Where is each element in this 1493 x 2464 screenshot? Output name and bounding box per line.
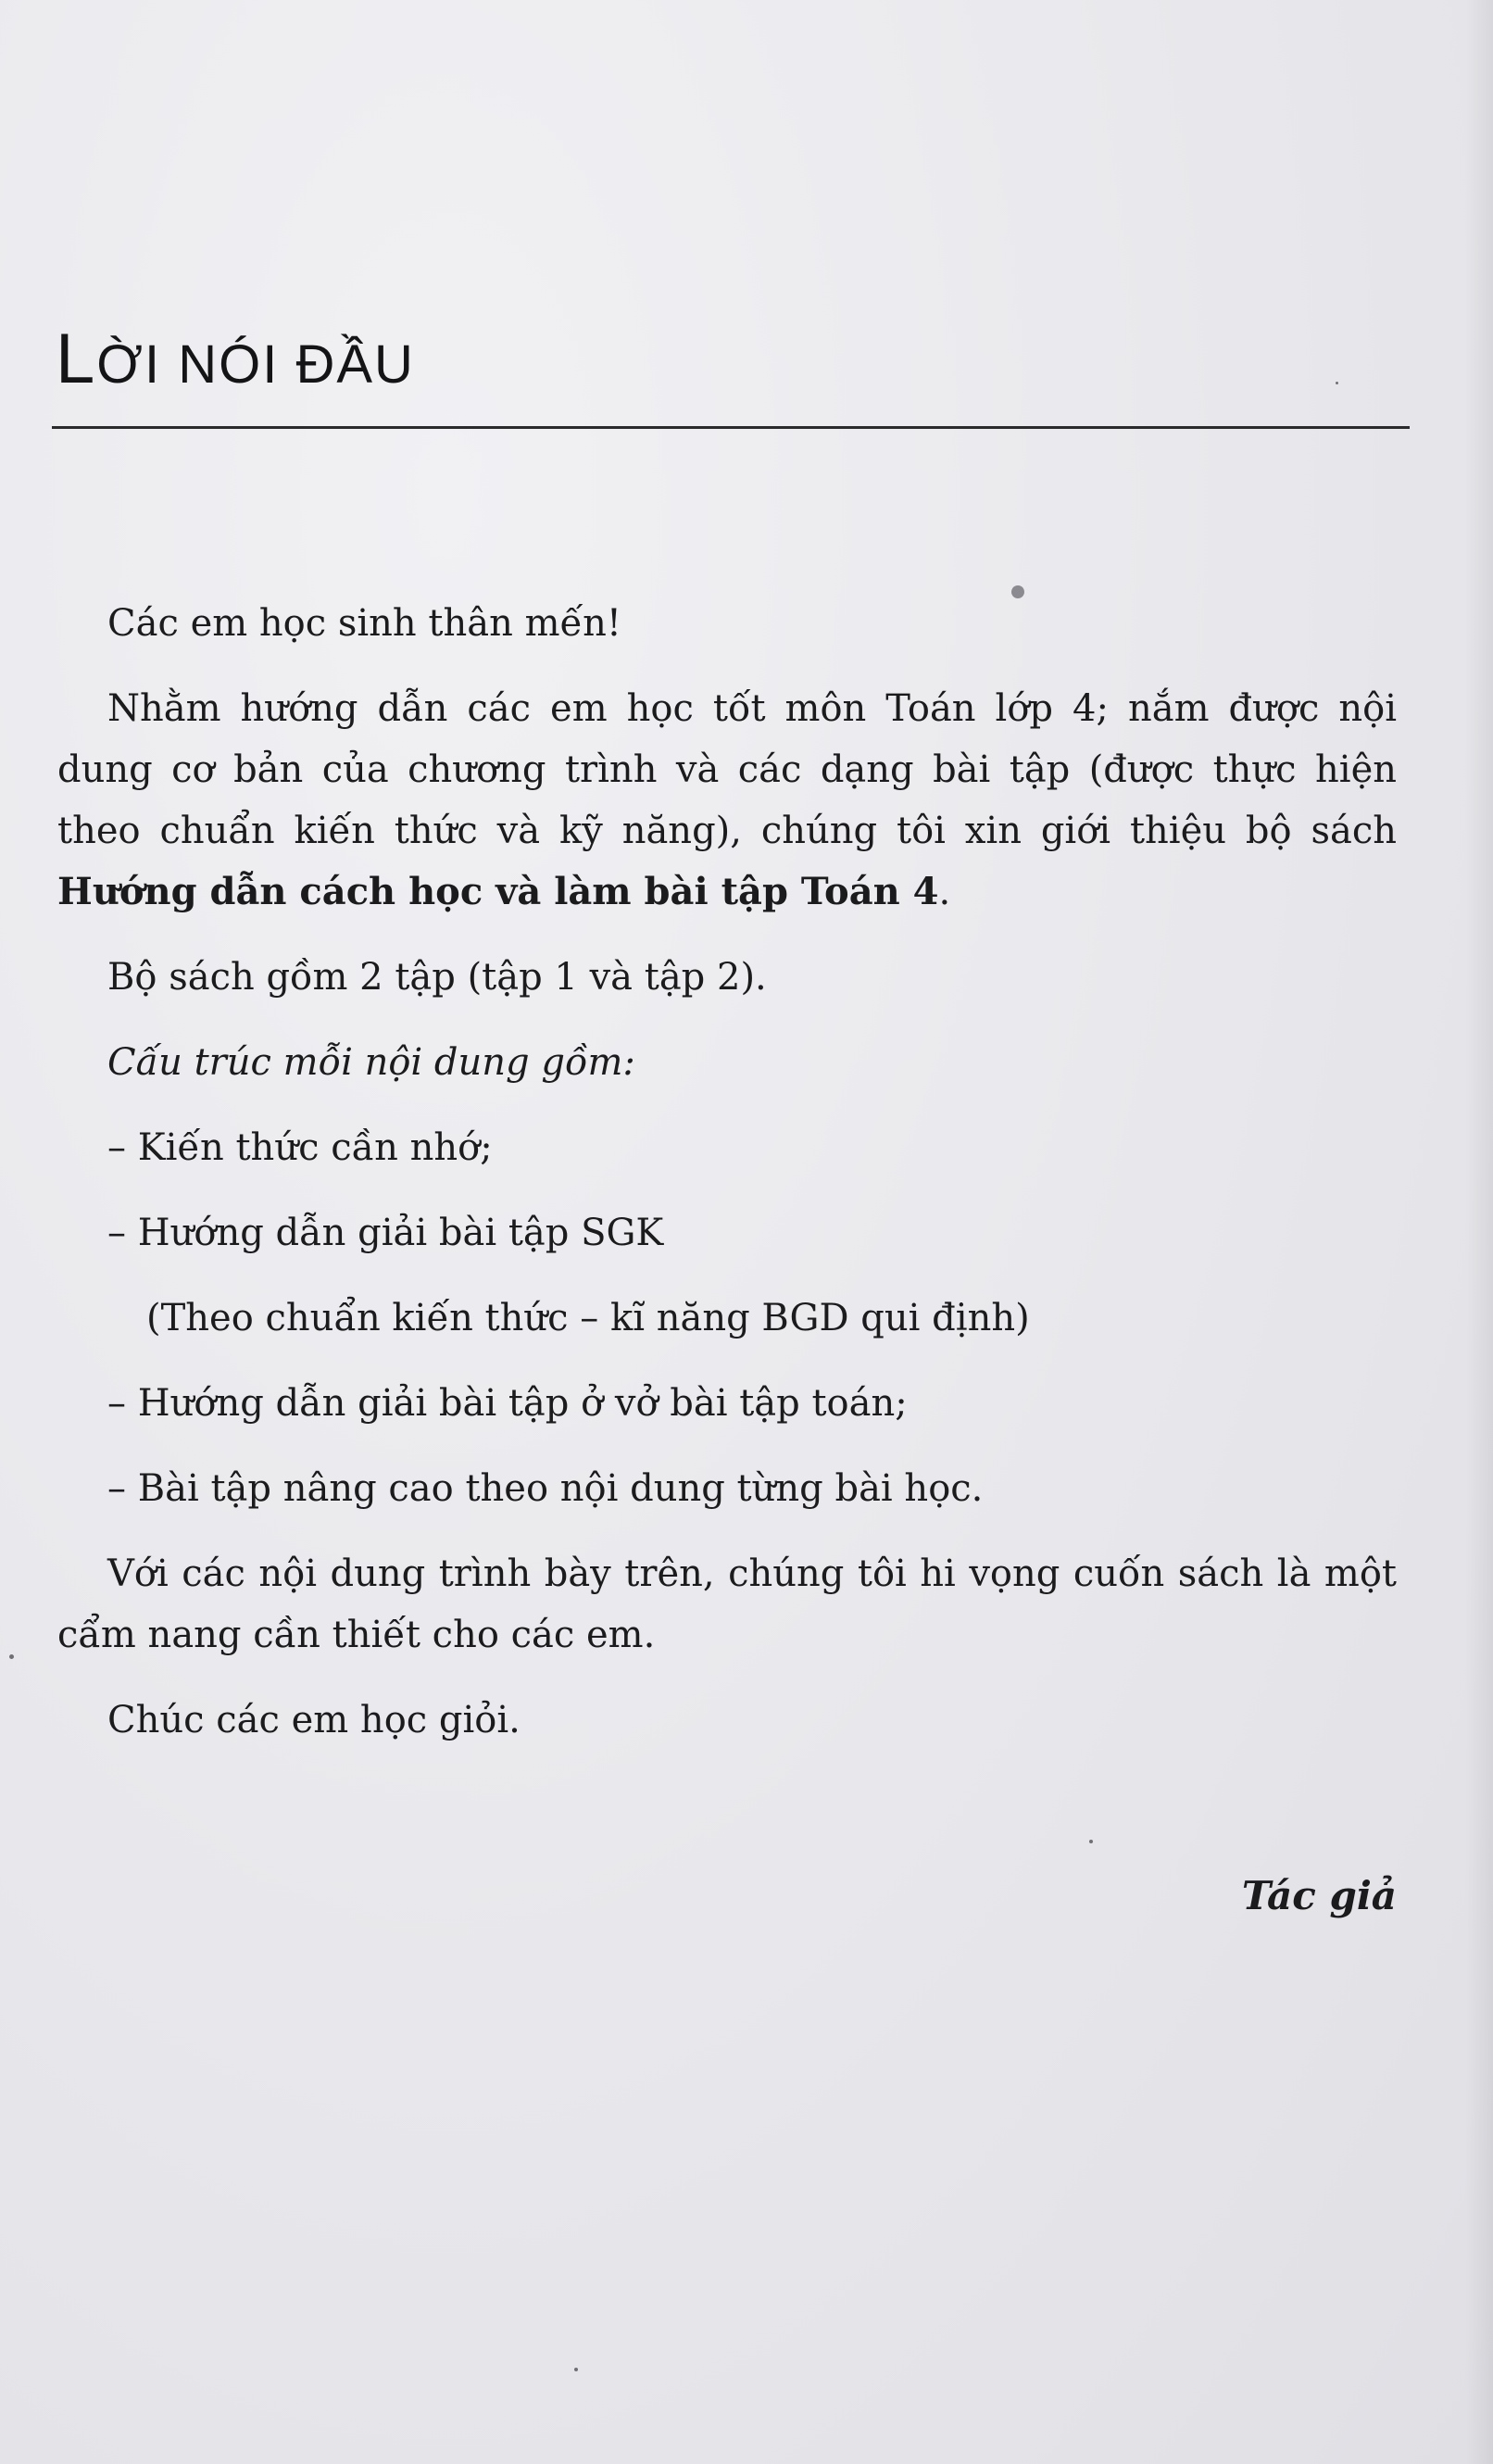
page-title-rest: ỜI NÓI ĐẦU [96, 334, 415, 395]
wish-line: Chúc các em học giỏi. [107, 1699, 521, 1741]
print-speck [1089, 1840, 1093, 1843]
closing-paragraph: Với các nội dung trình bày trên, chúng tôi hi vọng cuốn sách là một cẩm nang cần thiết cho các em. [57, 1553, 1397, 1656]
page-title [56, 320, 1408, 398]
book-title: Hướng dẫn cách học và làm bài tập Toán 4 [57, 870, 939, 913]
structure-item: – Hướng dẫn giải bài tập ở vở bài tập toán; [107, 1382, 908, 1425]
volumes-line: Bộ sách gồm 2 tập (tập 1 và tập 2). [107, 956, 767, 999]
author-signature: Tác giả [1241, 1873, 1397, 1918]
structure-item: – Bài tập nâng cao theo nội dung từng bài học. [107, 1467, 984, 1510]
intro-paragraph [57, 678, 1397, 923]
foreword-body [57, 593, 1397, 1775]
structure-heading: Cấu trúc mỗi nội dung gồm: [107, 1041, 635, 1084]
intro-end: . [938, 871, 951, 913]
page-title-initial: L [56, 320, 97, 398]
print-speck [574, 2368, 578, 2371]
page-edge-shadow [1465, 0, 1493, 2464]
intro-text: Nhằm hướng dẫn các em học tốt môn Toán lớp 4; nắm được nội dung cơ bản của chương trình và các dạng bài tập (được thực hiện theo chuẩn kiến thức và kỹ năng), chúng tôi xin giới thiệu bộ sách [57, 687, 1397, 852]
title-block [56, 320, 1408, 398]
title-divider [52, 426, 1410, 429]
structure-item: – Hướng dẫn giải bài tập SGK [107, 1212, 664, 1254]
structure-item-note: (Theo chuẩn kiến thức – kĩ năng BGD qui định) [146, 1297, 1030, 1339]
greeting: Các em học sinh thân mến! [107, 602, 621, 645]
structure-item: – Kiến thức cần nhớ; [107, 1126, 493, 1169]
print-speck [9, 1654, 14, 1659]
